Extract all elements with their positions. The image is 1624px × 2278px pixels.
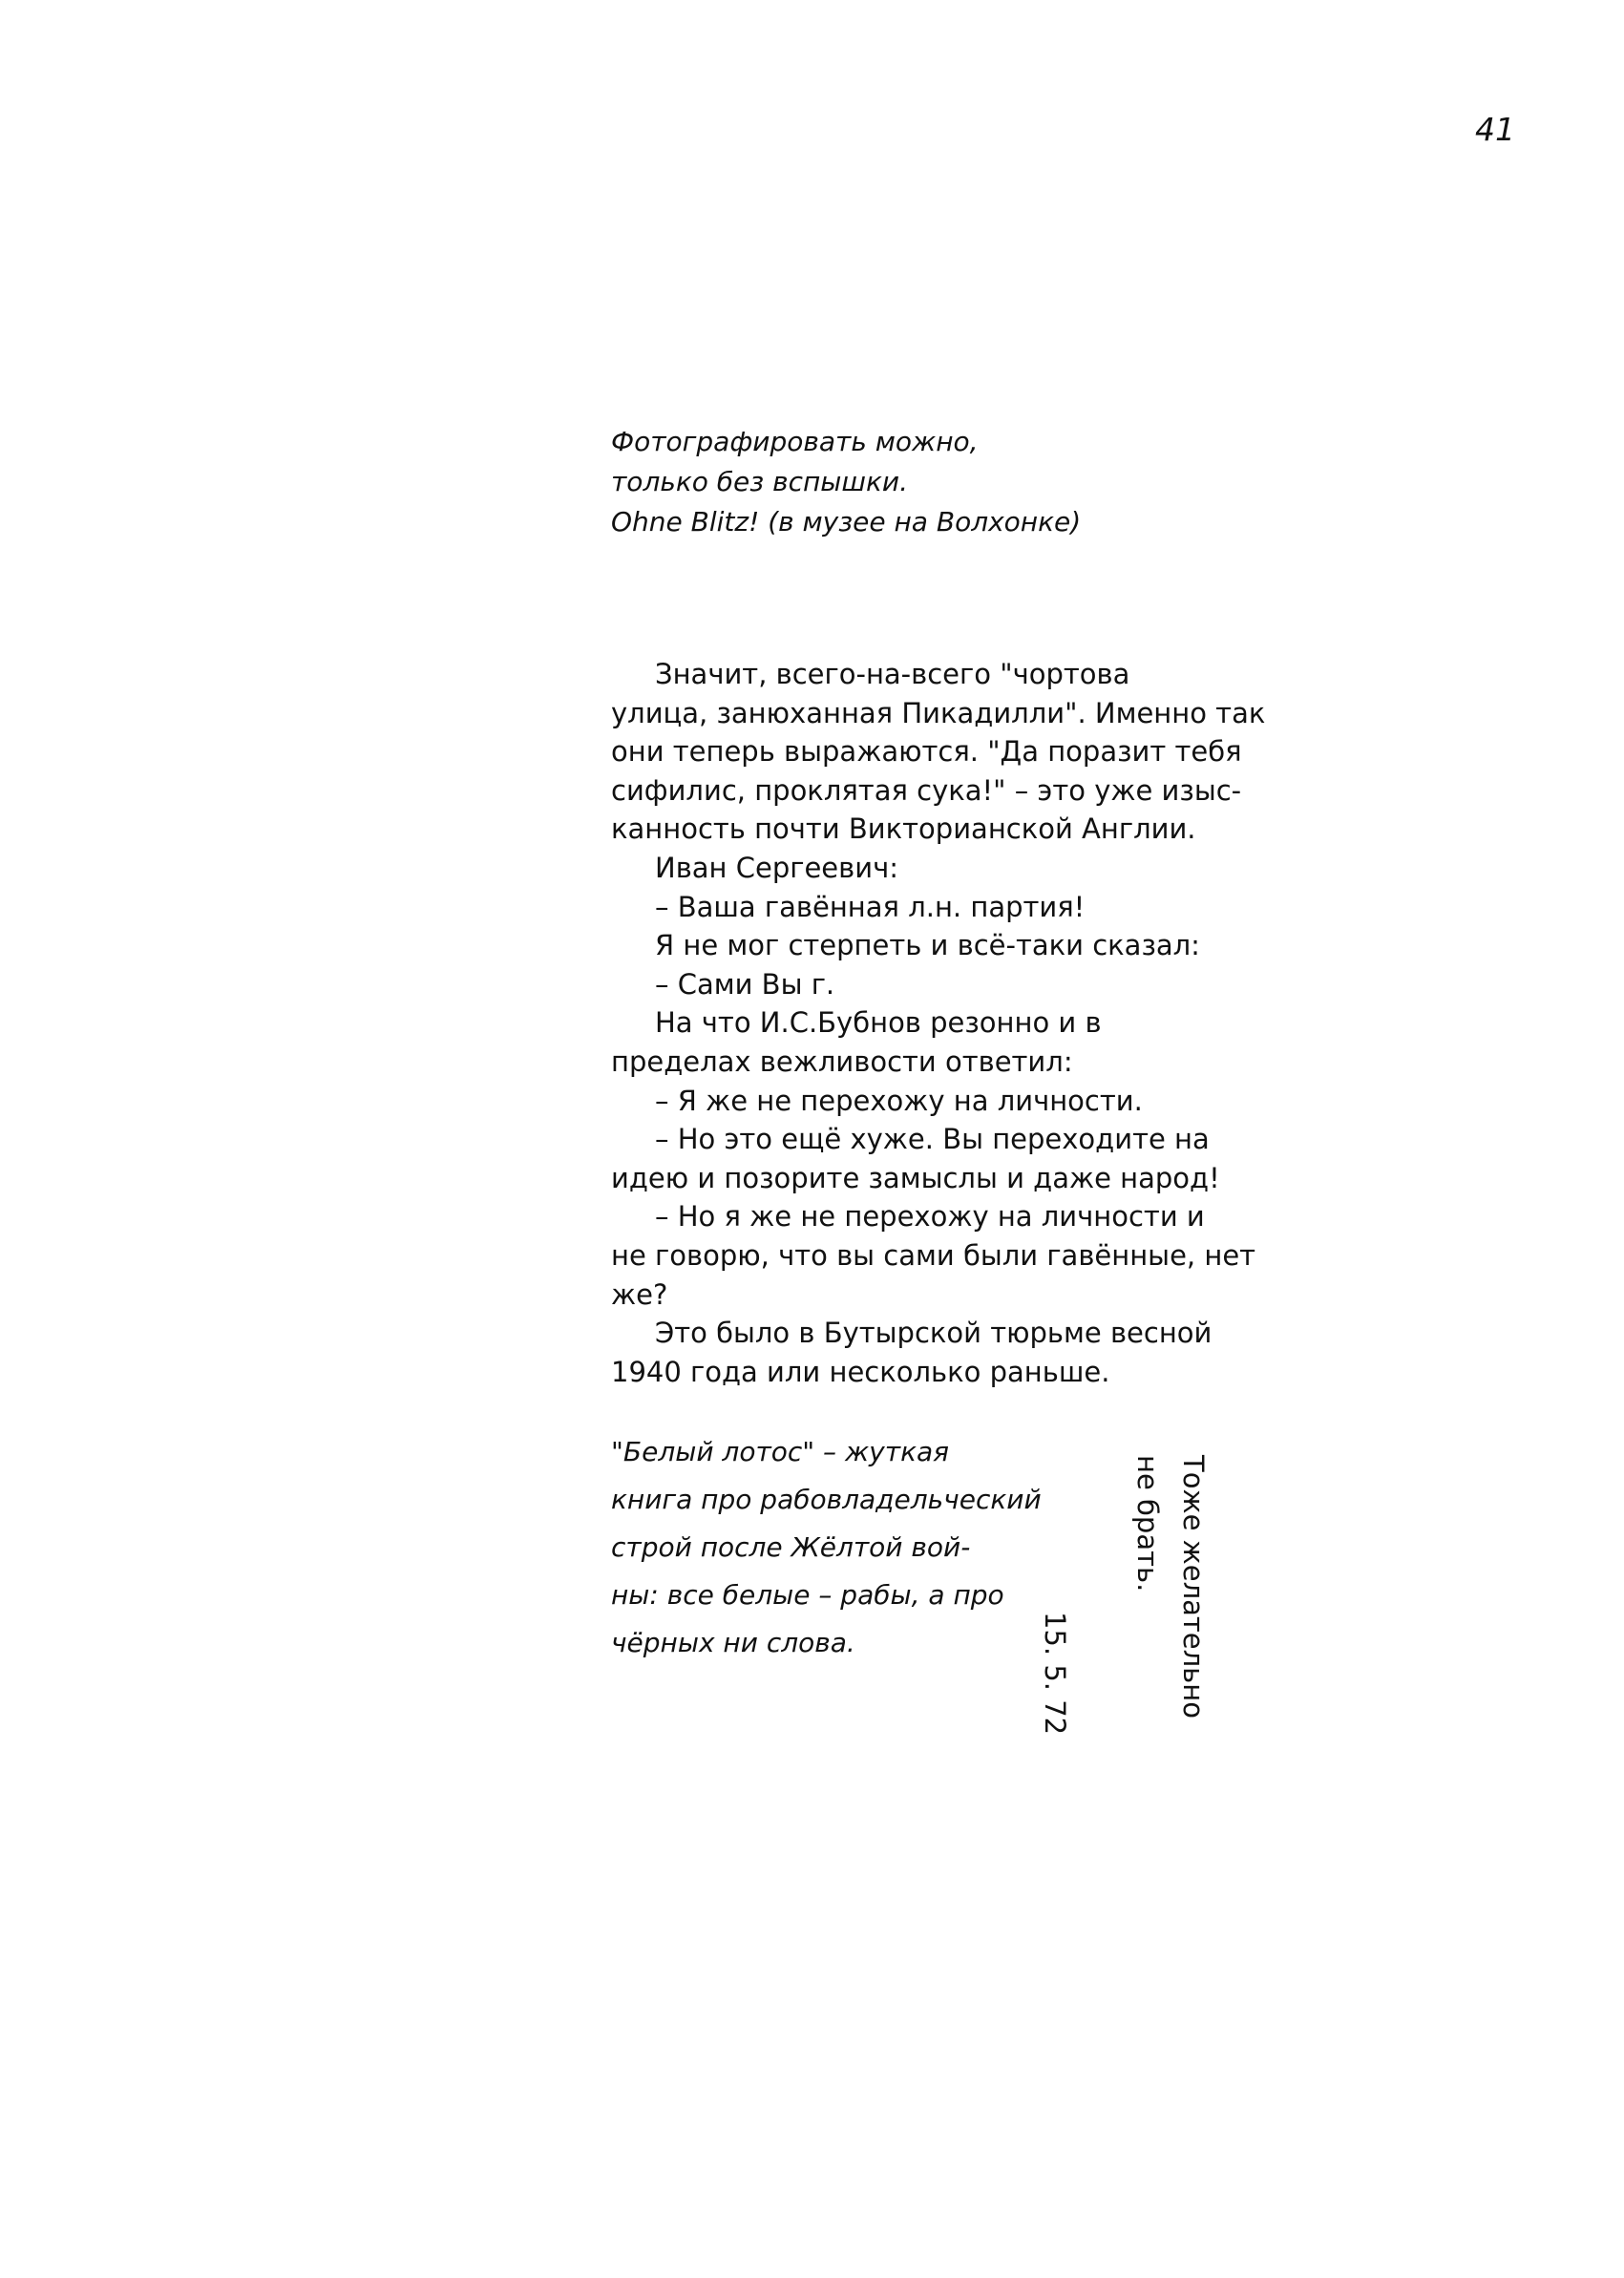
- prose-line: – Я же не перехожу на личности.: [655, 1084, 1143, 1117]
- prose-line: же?: [611, 1277, 668, 1311]
- prose-text: [611, 655, 1265, 1391]
- vertical-margin-note: [1125, 1455, 1216, 1719]
- prose-line: Иван Сергеевич:: [655, 851, 898, 884]
- side-note: [611, 1428, 1042, 1667]
- prose-line: пределах вежливости ответил:: [611, 1044, 1073, 1078]
- prose-line: улица, занюханная Пикадилли". Именно так: [611, 696, 1266, 729]
- side-note-line: книга про рабовладельческий: [611, 1484, 1042, 1515]
- prose-line: На что И.С.Бубнов резонно и в: [655, 1006, 1102, 1040]
- prose-line: Это было в Бутырской тюрьме весной: [655, 1317, 1213, 1350]
- date-note-text: 15. 5. 72: [1039, 1612, 1071, 1736]
- vertical-note-line: не брать.: [1131, 1455, 1164, 1592]
- prose-line: – Но это ещё хуже. Вы переходите на: [655, 1123, 1210, 1156]
- side-note-line: чёрных ни слова.: [611, 1627, 855, 1658]
- prose-line: – Ваша гавённая л.н. партия!: [655, 890, 1086, 923]
- prose-line: канность почти Викторианской Англии.: [611, 812, 1196, 846]
- prose-line: не говорю, что вы сами были гавённые, нет: [611, 1238, 1256, 1272]
- epigraph: [611, 422, 1081, 542]
- prose-line: – Сами Вы г.: [655, 967, 835, 1001]
- side-note-line: ны: все белые – рабы, а про: [611, 1579, 1004, 1611]
- epigraph-line: Ohne Blitz! (в музее на Волхонке): [611, 506, 1082, 538]
- date-note: [1034, 1612, 1076, 1735]
- prose-line: идею и позорите замыслы и даже народ!: [611, 1161, 1220, 1194]
- epigraph-line: только без вспышки.: [611, 466, 909, 497]
- vertical-note-line: Тоже желательно: [1177, 1455, 1210, 1719]
- side-note-line: строй после Жёлтой вой-: [611, 1531, 971, 1563]
- prose-line: Значит, всего-на-всего "чортова: [655, 658, 1130, 690]
- prose-line: – Но я же не перехожу на личности и: [655, 1200, 1205, 1234]
- prose-line: сифилис, проклятая сука!" – это уже изыс-: [611, 773, 1242, 807]
- side-note-line: "Белый лотос" – жуткая: [611, 1436, 949, 1467]
- epigraph-line: Фотографировать можно,: [611, 426, 979, 457]
- prose-line: они теперь выражаются. "Да поразит тебя: [611, 735, 1242, 769]
- prose-line: 1940 года или несколько раньше.: [611, 1355, 1110, 1388]
- prose-line: Я не мог стерпеть и всё-таки сказал:: [655, 929, 1200, 962]
- page-number: 41: [1475, 111, 1515, 148]
